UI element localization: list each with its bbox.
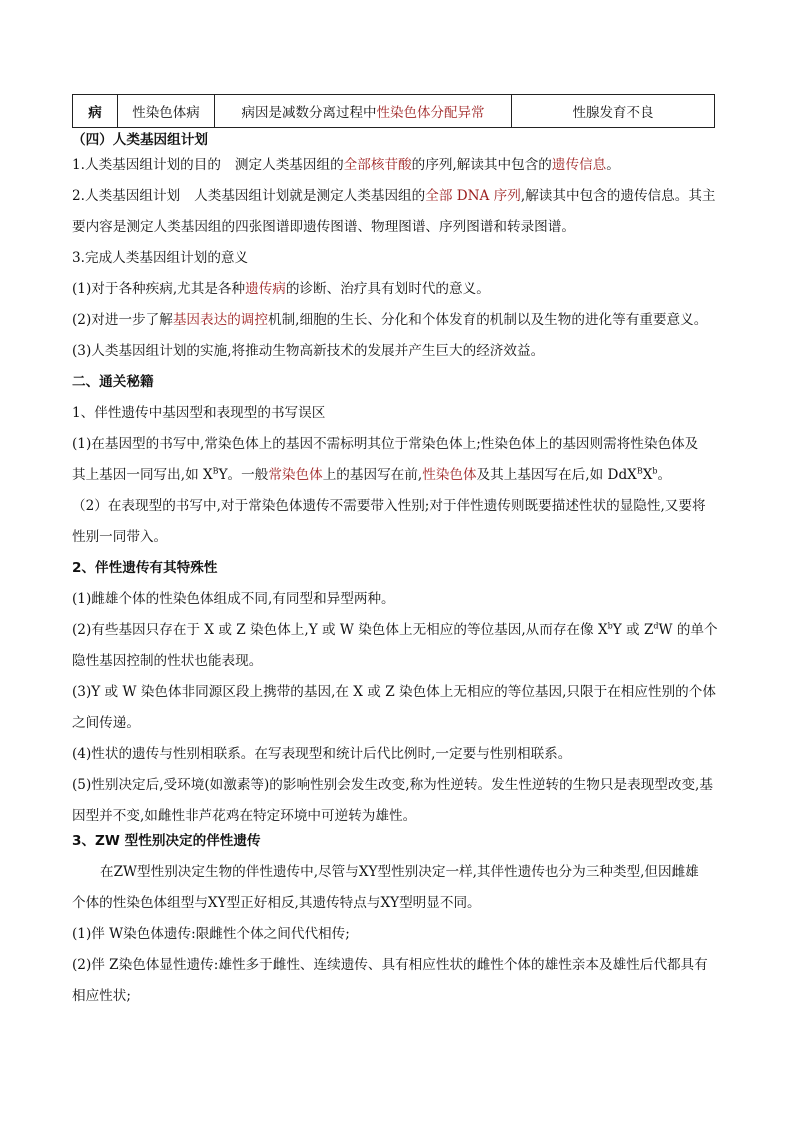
list-item: (3)人类基因组计划的实施,将推动生物高新技术的发展并产生巨大的经济效益。 <box>72 343 545 359</box>
table-cell-category: 病 <box>73 95 118 128</box>
list-item: (2)有些基因只存在于 X 或 Z 染色体上,Y 或 W 染色体上无相应的等位基因,从而存在像 $X^bY$ 或 $Z^dW$ 的单个 <box>72 621 718 638</box>
table-cell-cause: 病因是减数分离过程中性染色体分配异常 <box>215 95 512 128</box>
paragraph-phenotype-writing: （2）在表现型的书写中,对于常染色体遗传不需要带入性别;对于伴性遗传则既要描述性状的显隐性,又要将 <box>72 498 706 514</box>
paragraph-genotype-writing-cont: 其上基因一同写出,如 $X^BY$。一般常染色体上的基因写在前,性染色体及其上基因写在后,如 $DdX^BX^b$。 <box>72 466 672 483</box>
list-item: (2)对进一步了解基因表达的调控机制,细胞的生长、分化和个体发育的机制以及生物的进化等有重要意义。 <box>72 312 708 328</box>
table-cell-disease: 性染色体病 <box>118 95 215 128</box>
paragraph-genotype-writing: (1)在基因型的书写中,常染色体上的基因不需标明其位于常染色体上;性染色体上的基因则需将性染色体及 <box>72 436 699 452</box>
table-cell-symptom: 性腺发育不良 <box>512 95 715 128</box>
list-item-cont: 因型并不变,如雌性非芦花鸡在特定环境中可逆转为雄性。 <box>72 808 417 824</box>
list-item: (2)伴 Z染色体显性遗传:雄性多于雌性、连续遗传、具有相应性状的雌性个体的雄性亲本及雄性后代都具有 <box>72 957 708 973</box>
document-page <box>72 94 722 1006</box>
subheading-zw-inheritance: 3、ZW 型性别决定的伴性遗传 <box>72 833 261 849</box>
list-item: (5)性别决定后,受环境(如激素等)的影响性别会发生改变,称为性逆转。发生性逆转的生物只是表现型改变,基 <box>72 777 713 793</box>
paragraph-genome-definition: 2.人类基因组计划 人类基因组计划就是测定人类基因组的全部 DNA 序列,解读其中包含的遗传信息。其主 <box>72 188 716 204</box>
paragraph-zw-intro-cont: 个体的性染色体组型与XY型正好相反,其遗传特点与XY型明显不同。 <box>72 895 481 911</box>
list-item-cont: 隐性基因控制的性状也能表现。 <box>72 653 263 669</box>
disease-table <box>72 94 715 128</box>
list-item: (3)Y 或 W 染色体非同源区段上携带的基因,在 X 或 Z 染色体上无相应的等位基因,只限于在相应性别的个体 <box>72 684 716 700</box>
paragraph-genome-significance-title: 3.完成人类基因组计划的意义 <box>72 250 249 266</box>
list-item: (1)对于各种疾病,尤其是各种遗传病的诊断、治疗具有划时代的意义。 <box>72 281 490 297</box>
list-item-cont: 之间传递。 <box>72 715 140 731</box>
paragraph-phenotype-writing-cont: 性别一同带入。 <box>72 529 168 545</box>
list-item: (4)性状的遗传与性别相联系。在写表现型和统计后代比例时,一定要与性别相联系。 <box>72 746 572 762</box>
list-item: (1)雌雄个体的性染色体组成不同,有同型和异型两种。 <box>72 591 395 607</box>
highlight-text: 性染色体分配异常 <box>376 105 485 121</box>
section-heading-genome-project: （四）人类基因组计划 <box>72 132 208 148</box>
paragraph-genome-purpose: 1.人类基因组计划的目的 测定人类基因组的全部核苷酸的序列,解读其中包含的遗传信息。 <box>72 157 620 173</box>
paragraph-genome-definition-cont: 要内容是测定人类基因组的四张图谱即遗传图谱、物理图谱、序列图谱和转录图谱。 <box>72 219 575 235</box>
paragraph-zw-intro: 在ZW型性别决定生物的伴性遗传中,尽管与XY型性别决定一样,其伴性遗传也分为三种类型,但因雌雄 <box>100 864 699 880</box>
subheading-writing-errors: 1、伴性遗传中基因型和表现型的书写误区 <box>72 405 326 421</box>
section-heading-tips: 二、通关秘籍 <box>72 374 154 390</box>
subheading-special-features: 2、伴性遗传有其特殊性 <box>72 560 218 576</box>
list-item-cont: 相应性状; <box>72 988 131 1004</box>
table-row <box>73 95 715 128</box>
list-item: (1)伴 W染色体遗传:限雌性个体之间代代相传; <box>72 926 350 942</box>
